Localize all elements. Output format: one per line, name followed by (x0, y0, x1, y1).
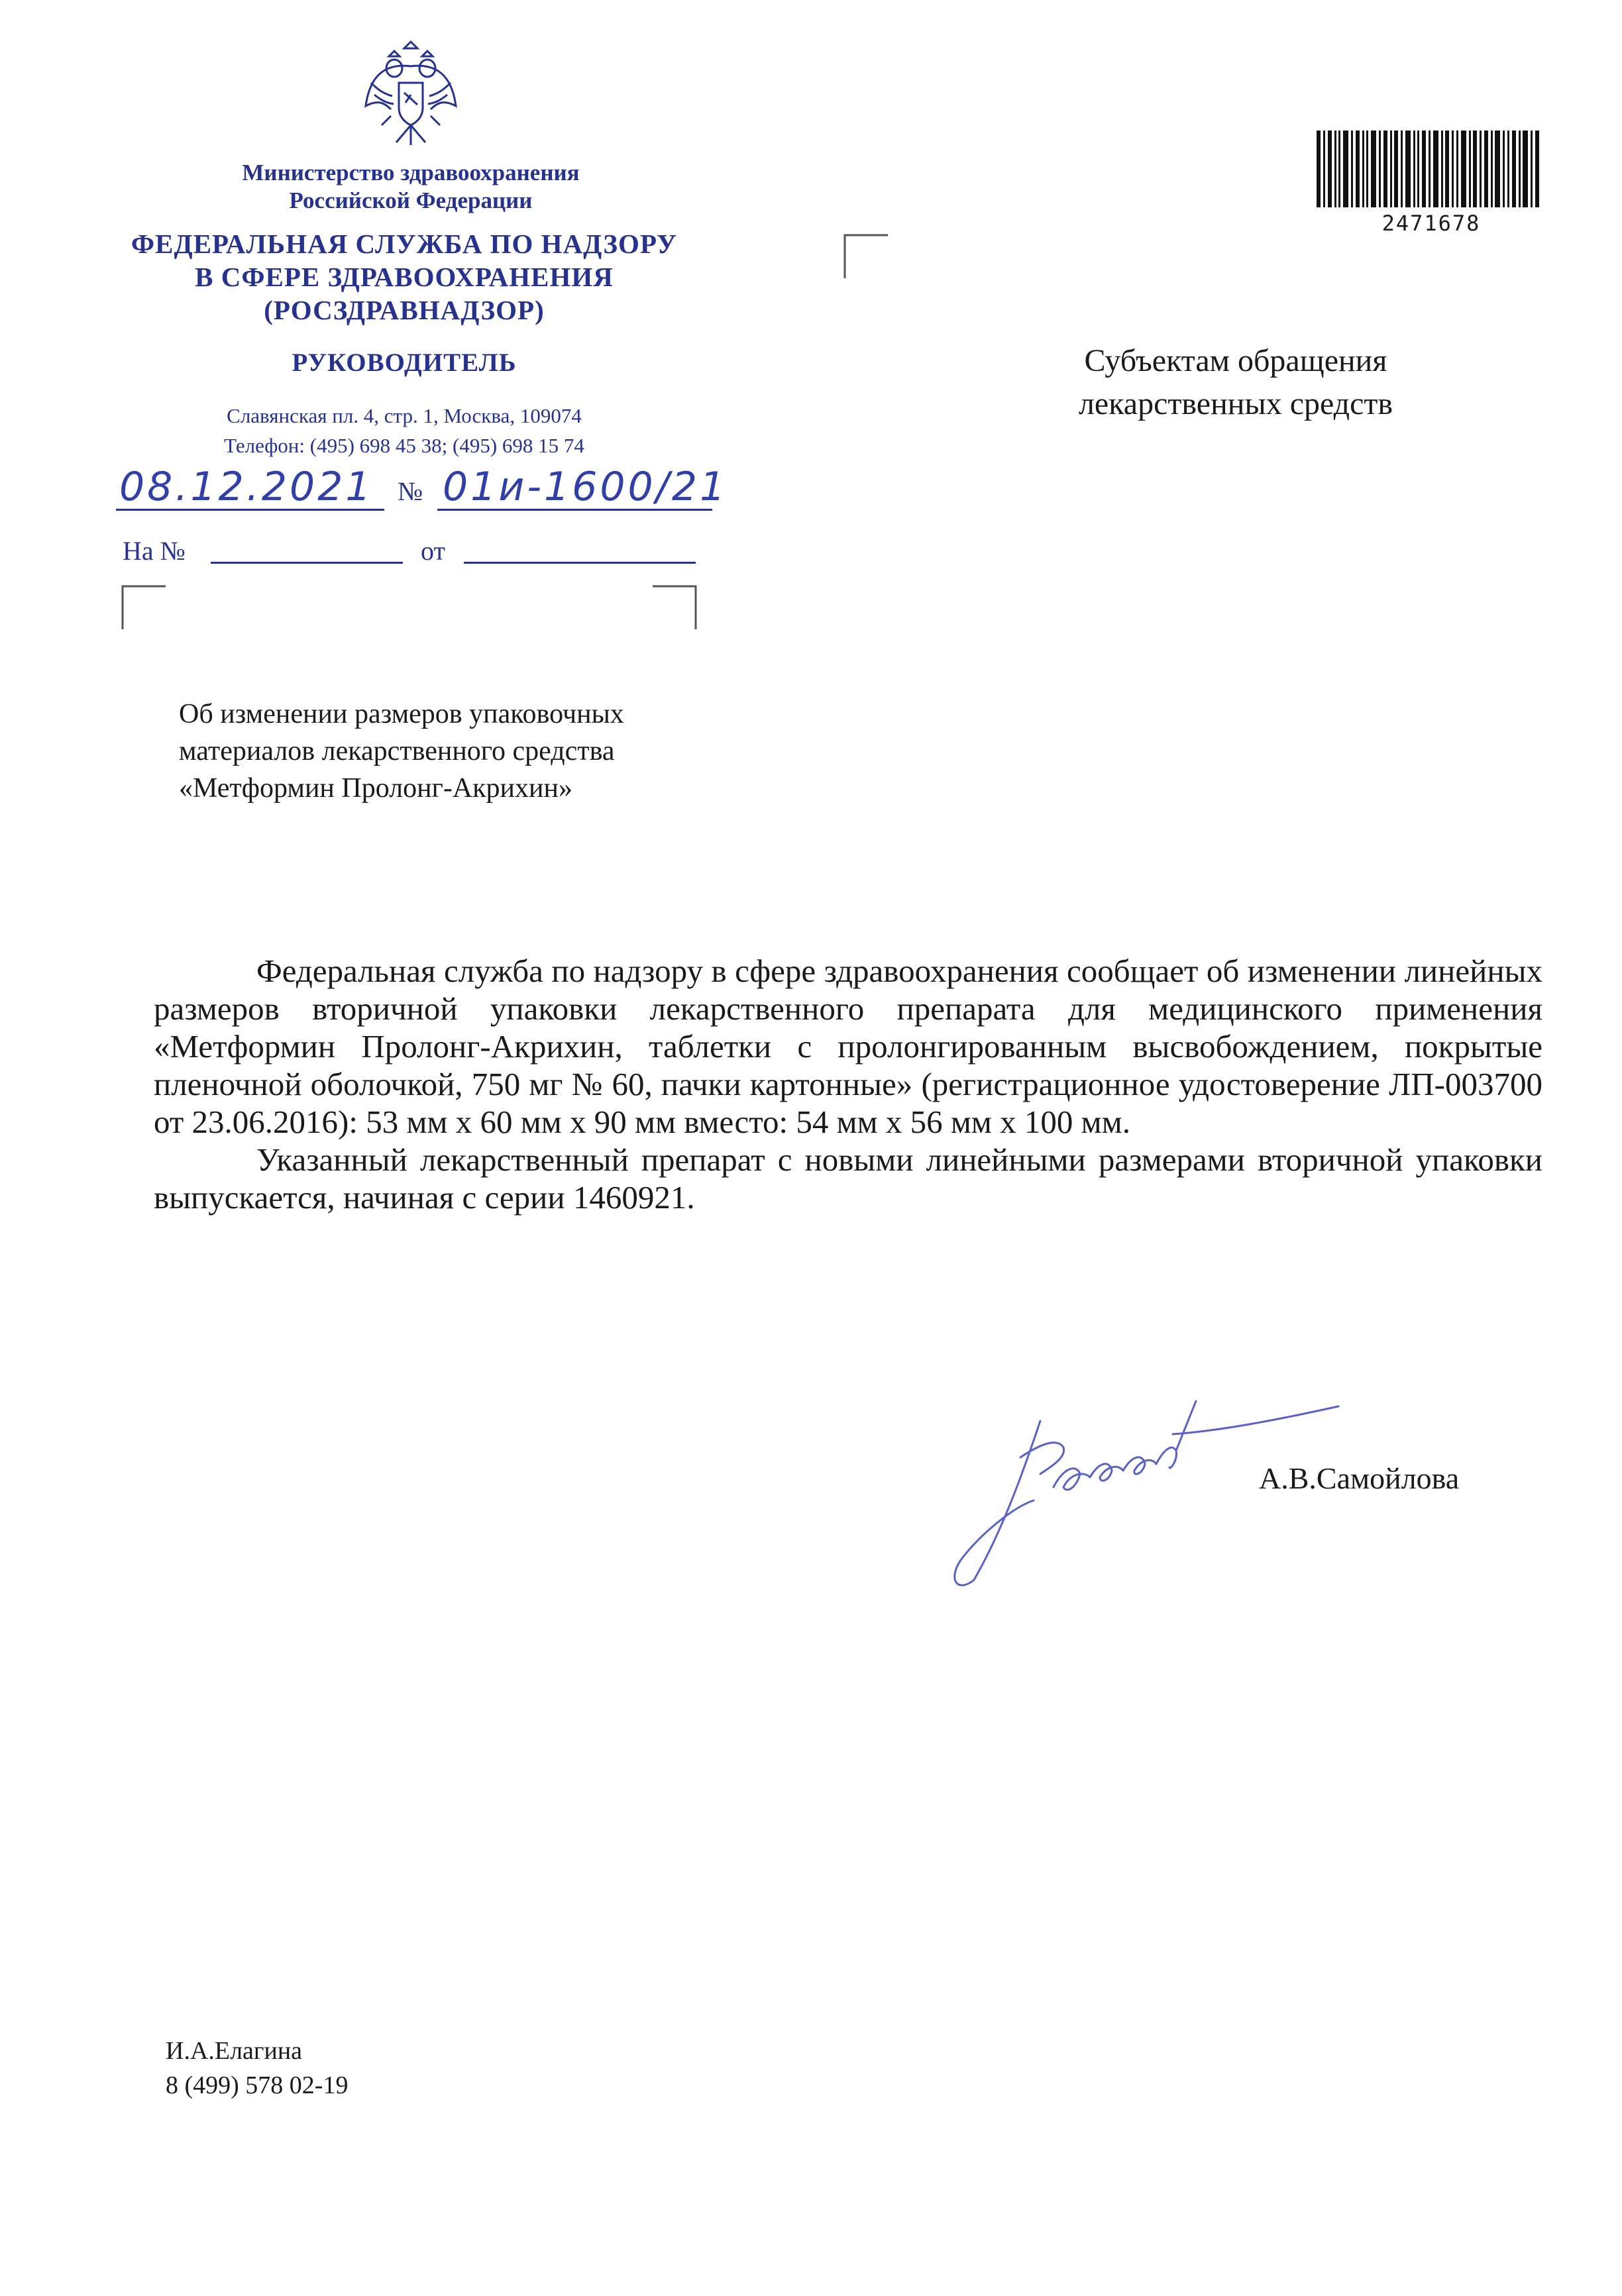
body-paragraph-1: Федеральная служба по надзору в сфере здравоохранения сообщает об изменении линейных размеров вторичной упаковки лекарственного препарата для медицинского применения «Метформин Пролонг-Акрихин, таблетки с пролонгированным высвобождением, покрытые пленочной оболочкой, 750 мг № 60, пачки картонные» (регистрационное удостоверение ЛП-003700 от 23.06.2016): 53 мм х 60 мм х 90 мм вместо: 54 мм х 56 мм х 100 мм. (154, 953, 1542, 1140)
executor-name: И.А.Елагина (166, 2037, 303, 2065)
ministry-line-2: Российской Федерации (289, 187, 533, 213)
service-line-1: ФЕДЕРАЛЬНАЯ СЛУЖБА ПО НАДЗОРУ (131, 229, 678, 259)
reply-to-label: На № (123, 536, 186, 566)
signer-name: А.В.Самойлова (1259, 1461, 1460, 1495)
ministry-name (133, 159, 689, 215)
subject (179, 696, 762, 807)
head-title: РУКОВОДИТЕЛЬ (292, 348, 517, 377)
address: Славянская пл. 4, стр. 1, Москва, 109074 (227, 404, 582, 427)
executor (166, 2034, 348, 2103)
registration-number: 01и-1600/21 (443, 464, 728, 510)
recipient-bracket (845, 235, 888, 278)
subject-bracket-left (123, 586, 166, 629)
reply-to-number-line (211, 562, 403, 564)
subject-line-3: «Метформин Пролонг-Акрихин» (179, 773, 572, 804)
barcode-number: 2471678 (1381, 211, 1481, 236)
recipient-line-1: Субъектам обращения (1084, 343, 1387, 378)
subject-bracket-right (653, 586, 696, 629)
subject-line-2: материалов лекарственного средства (179, 736, 615, 766)
number-sign: № (398, 476, 423, 506)
service-name (113, 227, 696, 327)
barcode (1315, 129, 1544, 209)
registration-date: 08.12.2021 (119, 464, 374, 510)
service-line-3: (РОСЗДРАВНАДЗОР) (264, 295, 545, 325)
executor-phone: 8 (499) 578 02-19 (166, 2071, 349, 2099)
ministry-line-1: Министерство здравоохранения (242, 160, 580, 185)
coat-of-arms-emblem (358, 36, 464, 152)
reply-to-date-line (464, 562, 696, 564)
from-label: от (421, 536, 445, 566)
recipient (1017, 339, 1454, 425)
service-line-2: В СФЕРЕ ЗДРАВООХРАНЕНИЯ (195, 262, 614, 292)
body-paragraph-2: Указанный лекарственный препарат с новыми линейными размерами вторичной упаковки выпускается, начиная с серии 1460921. (154, 1141, 1542, 1216)
contact-block (113, 401, 696, 460)
phone: Телефон: (495) 698 45 38; (495) 698 15 74 (224, 434, 584, 457)
letter-body (154, 952, 1542, 1216)
recipient-line-2: лекарственных средств (1078, 386, 1393, 421)
subject-line-1: Об изменении размеров упаковочных (179, 699, 624, 729)
